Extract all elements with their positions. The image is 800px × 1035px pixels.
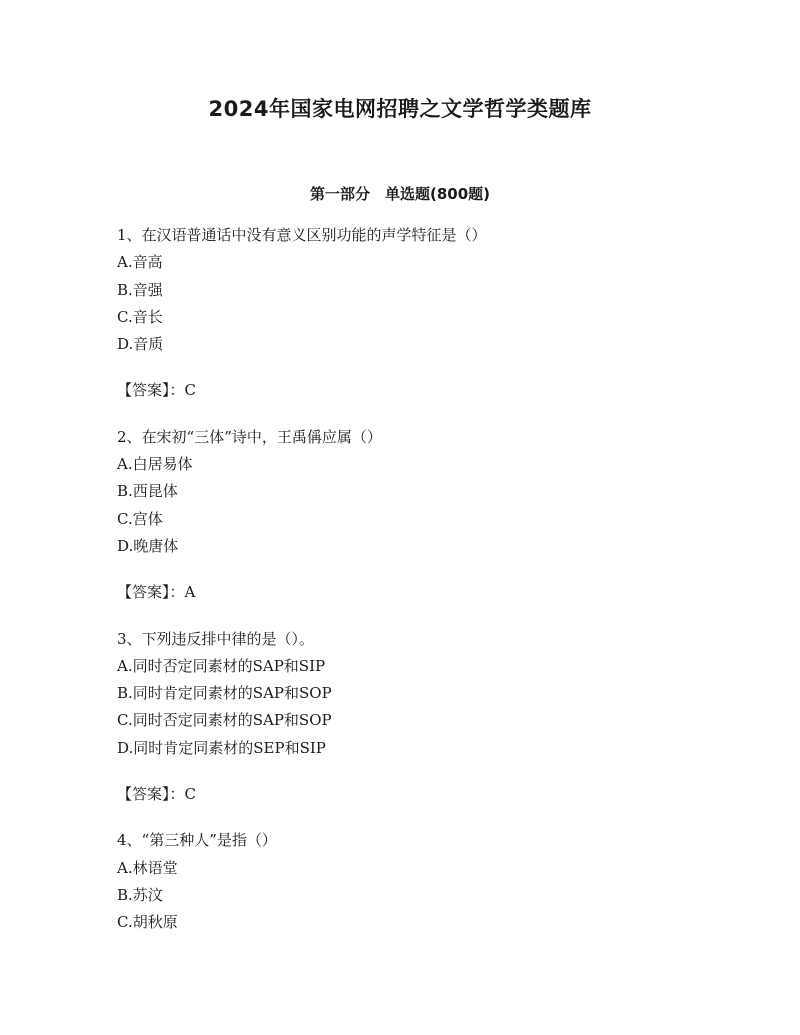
option-b: B.同时肯定同素材的SAP和SOP xyxy=(117,684,332,703)
question-2 xyxy=(117,424,757,607)
option-c: C.胡秋原 xyxy=(117,913,178,932)
page-title: 2024年国家电网招聘之文学哲学类题库 xyxy=(208,97,592,121)
question-list xyxy=(117,222,757,937)
question-text: 2、在宋初“三体”诗中，王禹偁应属（） xyxy=(117,427,382,446)
option-b: B.音强 xyxy=(117,280,163,299)
option-a: A.白居易体 xyxy=(117,455,193,474)
option-d: D.音质 xyxy=(117,335,164,354)
question-3 xyxy=(117,626,757,809)
question-text: 4、“第三种人”是指（） xyxy=(117,831,277,850)
question-text: 3、下列违反排中律的是（）。 xyxy=(117,629,315,648)
option-c: C.宫体 xyxy=(117,509,163,528)
section-heading: 第一部分 单选题(800题) xyxy=(309,185,491,203)
answer: 【答案】：A xyxy=(117,583,196,602)
option-a: A.同时否定同素材的SAP和SIP xyxy=(117,656,326,675)
option-a: A.音高 xyxy=(117,253,163,272)
answer: 【答案】：C xyxy=(117,785,196,804)
option-d: D.晚唐体 xyxy=(117,536,179,555)
answer: 【答案】：C xyxy=(117,381,196,400)
option-b: B.苏汶 xyxy=(117,885,163,904)
option-c: C.音长 xyxy=(117,307,163,326)
option-d: D.同时肯定同素材的SEP和SIP xyxy=(117,738,326,757)
option-c: C.同时否定同素材的SAP和SOP xyxy=(117,711,332,730)
question-4 xyxy=(117,827,757,936)
question-1 xyxy=(117,222,757,405)
option-a: A.林语堂 xyxy=(117,858,178,877)
question-text: 1、在汉语普通话中没有意义区别功能的声学特征是（） xyxy=(117,226,487,244)
option-b: B.西昆体 xyxy=(117,482,178,501)
